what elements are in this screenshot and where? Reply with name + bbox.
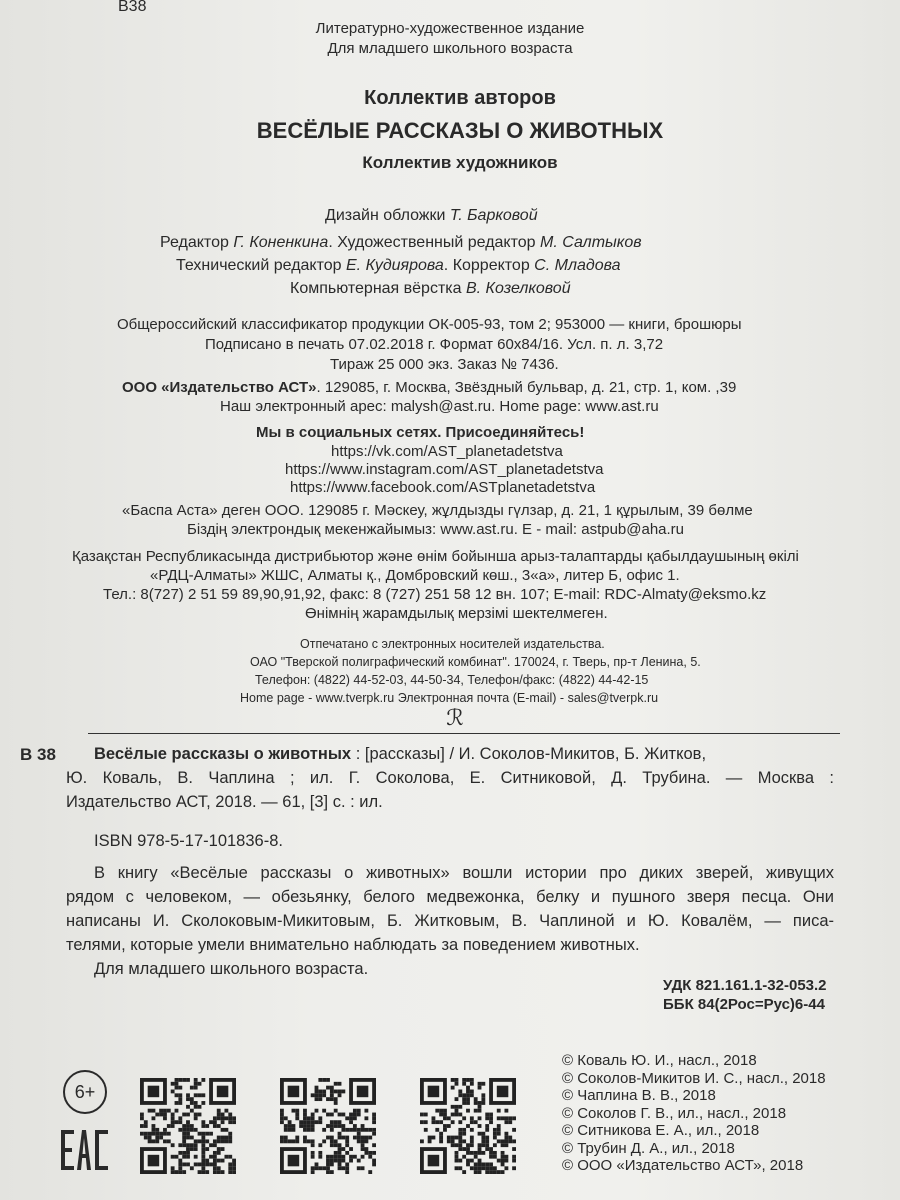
eac-mark-icon: [60, 1128, 110, 1172]
printer-line-4: Home page - www.tverpk.ru Электронная почта (E-mail) - sales@tverpk.ru: [240, 691, 659, 705]
tech-credit: [176, 256, 621, 275]
age-rating-badge: 6+: [63, 1070, 107, 1114]
tech-editor-name: Е. Кудиярова: [346, 257, 444, 274]
cover-name: Т. Барковой: [449, 207, 538, 224]
cover-label: Дизайн обложки: [325, 207, 450, 224]
printer-line-3: Телефон: (4822) 44-52-03, 44-50-34, Телефон/факс: (4822) 44-42-15: [255, 673, 649, 687]
bib-line-1-rest: : [рассказы] / И. Соколов-Микитов, Б. Житков,: [351, 745, 707, 763]
qr-code-2-svg: [280, 1078, 376, 1174]
corrector-label: . Корректор: [443, 257, 535, 274]
signed-line: Подписано в печать 07.02.2018 г. Формат 60x84/16. Усл. п. л. 3,72: [205, 336, 664, 353]
run-line: Тираж 25 000 экз. Заказ № 7436.: [330, 356, 559, 373]
corrector-name: С. Младова: [534, 257, 621, 274]
eac-mark-svg: [60, 1128, 110, 1172]
layout-credit: [290, 279, 571, 298]
copyright-line-7: © ООО «Издательство АСТ», 2018: [562, 1157, 804, 1174]
social-link-instagram[interactable]: https://www.instagram.com/AST_planetadetstva: [285, 461, 604, 478]
bib-line-3: Издательство АСТ, 2018. — 61, [3] с. : ил.: [66, 793, 383, 811]
qr-code-1-svg: [140, 1078, 236, 1174]
divider-line: [88, 733, 840, 734]
publisher-address: . 129085, г. Москва, Звёздный бульвар, д. 21, стр. 1, ком. ,39: [316, 379, 737, 396]
printer-logo: ℛ: [446, 706, 464, 731]
annotation-line-5: Для младшего школьного возраста.: [94, 960, 369, 978]
kazakh-line-3: Қазақстан Республикасында дистрибьютор және өнім бойынша арыз-талаптарды қабылдаушының өкілі: [72, 548, 799, 565]
authors-heading: Коллектив авторов: [364, 87, 556, 109]
udk-code: УДК 821.161.1-32-053.2: [663, 977, 827, 994]
publisher-web: Наш электронный арес: malysh@ast.ru. Home page: www.ast.ru: [220, 398, 659, 415]
copyright-line-3: © Чаплина В. В., 2018: [562, 1087, 716, 1104]
artists-heading: Коллектив художников: [362, 153, 558, 172]
annotation-line-1: В книгу «Весёлые рассказы о животных» вошли истории про диких зверей, живущих: [94, 864, 834, 882]
art-editor-label: . Художественный редактор: [328, 234, 540, 251]
bib-code: В 38: [20, 745, 56, 764]
layout-label: Компьютерная вёрстка: [290, 280, 466, 297]
annotation-line-2: рядом с человеком, — обезьянку, белого медвежонка, белку и пушного зверя песца. Они: [66, 888, 834, 906]
social-link-vk[interactable]: https://vk.com/AST_planetadetstva: [331, 443, 563, 460]
copyright-line-2: © Соколов-Микитов И. С., насл., 2018: [562, 1069, 826, 1087]
printer-line-2: ОАО "Тверской полиграфический комбинат". 170024, г. Тверь, пр-т Ленина, 5.: [250, 655, 701, 669]
kazakh-line-5: Тел.: 8(727) 2 51 59 89,90,91,92, факс: 8 (727) 251 58 12 вн. 107; E-mail: RDC-Almaty@eksmo.kz: [103, 586, 767, 603]
age-note: Для младшего школьного возраста: [327, 40, 573, 57]
social-link-facebook[interactable]: https://www.facebook.com/ASTplanetadetstva: [290, 479, 596, 496]
art-editor-name: М. Салтыков: [540, 234, 642, 251]
copyright-line-4: © Соколов Г. В., ил., насл., 2018: [562, 1104, 787, 1122]
annotation-line-4: телями, которые умели внимательно наблюдать за поведением животных.: [66, 936, 640, 954]
bib-title: Весёлые рассказы о животных: [94, 745, 352, 763]
publisher-line: [122, 379, 736, 397]
kazakh-line-6: Өнімнің жарамдылық мерзімі шектелмеген.: [305, 605, 608, 622]
editor-label: Редактор: [160, 234, 234, 251]
copyright-line-6: © Трубин Д. А., ил., 2018: [562, 1139, 735, 1157]
editors-credit: [160, 233, 642, 252]
layout-name: В. Козелковой: [465, 280, 571, 297]
isbn: ISBN 978-5-17-101836-8.: [94, 832, 283, 850]
book-title: ВЕСЁЛЫЕ РАССКАЗЫ О ЖИВОТНЫХ: [256, 118, 664, 143]
editor-name: Г. Коненкина: [233, 234, 329, 251]
cover-credit: [325, 206, 538, 225]
qr-code-3-svg: [420, 1078, 516, 1174]
kazakh-line-1: «Баспа Аста» деген ООО. 129085 г. Мәскеу, жұлдызды гүлзар, д. 21, 1 құрылым, 39 бөлме: [122, 502, 753, 519]
bbk-code: ББК 84(2Рос=Рус)6-44: [663, 996, 825, 1013]
bib-line-1: [94, 743, 834, 766]
social-heading: Мы в социальных сетях. Присоединяйтесь!: [256, 424, 585, 441]
tech-editor-label: Технический редактор: [176, 257, 346, 274]
qr-code-1[interactable]: [140, 1078, 236, 1174]
qr-code-3[interactable]: [420, 1078, 516, 1174]
annotation-line-3: написаны И. Сколоковым-Микитовым, Б. Житковым, В. Чаплиной и Ю. Ковалём, — писа-: [66, 912, 834, 930]
printer-line-1: Отпечатано с электронных носителей издательства.: [300, 637, 605, 651]
kazakh-line-4: «РДЦ-Алматы» ЖШС, Алматы қ., Домбровский көш., 3«а», литер Б, офис 1.: [150, 567, 680, 584]
kazakh-line-2: Біздің электрондық мекенжайымыз: www.ast.ru. E - mail: astpub@aha.ru: [187, 521, 685, 538]
copyright-line-1: © Коваль Ю. И., насл., 2018: [562, 1052, 757, 1069]
classifier-line: Общероссийский классификатор продукции ОК-005-93, том 2; 953000 — книги, брошюры: [117, 316, 742, 333]
bib-line-2: Ю. Коваль, В. Чаплина ; ил. Г. Соколова, Е. Ситниковой, Д. Трубина. — Москва :: [66, 769, 834, 787]
publisher-name: ООО «Издательство АСТ»: [122, 379, 317, 396]
copyright-line-5: © Ситникова Е. А., ил., 2018: [562, 1122, 760, 1139]
copyright-list: [562, 1052, 826, 1175]
edition-type: Литературно-художественное издание: [315, 20, 585, 37]
qr-code-2[interactable]: [280, 1078, 376, 1174]
top-code: В38: [118, 0, 147, 15]
